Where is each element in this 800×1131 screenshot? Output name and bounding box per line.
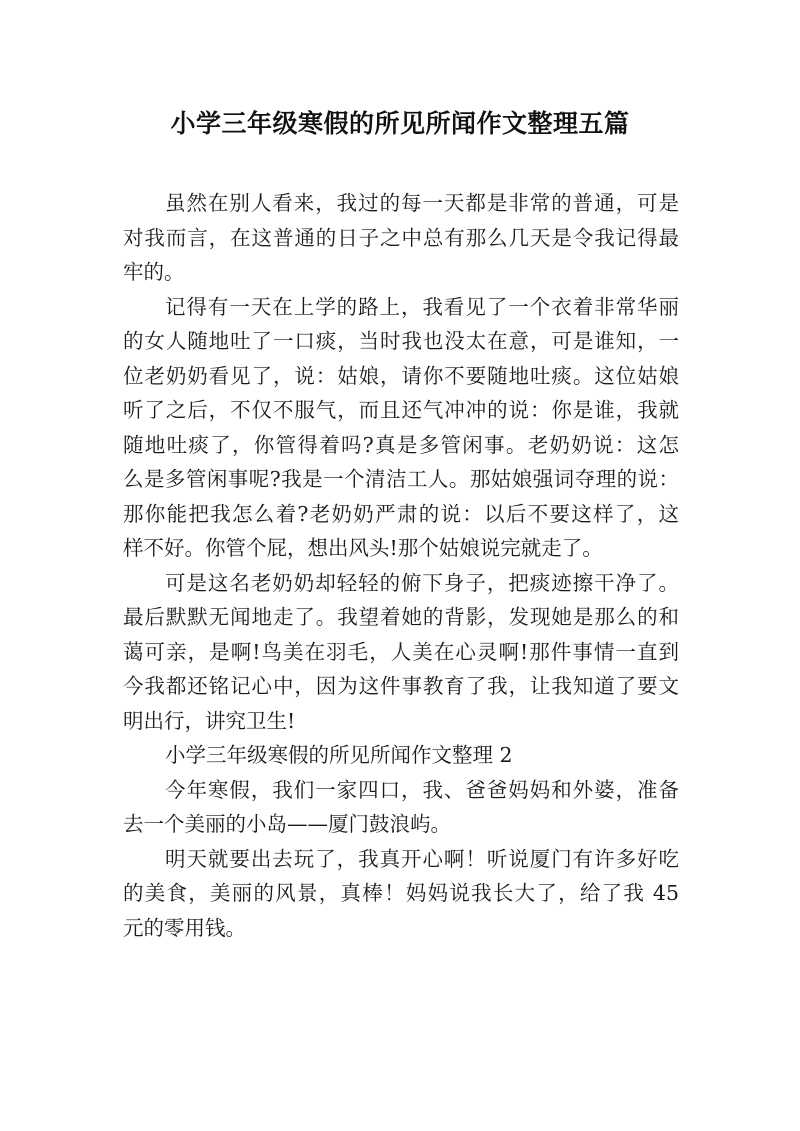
text-line: 蔼可亲，是啊!鸟美在羽毛，人美在心灵啊!那件事情一直到 — [123, 639, 679, 664]
text-line: 虽然在别人看来，我过的每一天都是非常的普通，可是 — [165, 191, 679, 215]
text-line: 元的零用钱。 — [123, 915, 246, 940]
text-line: 的美食，美丽的风景，真棒！妈妈说我长大了，给了我 45 — [123, 881, 679, 905]
paragraph — [123, 842, 679, 946]
text-line: 最后默默无闻地走了。我望着她的背影，发现她是那么的和 — [123, 605, 679, 629]
text-line: 牢的。 — [123, 260, 185, 284]
text-line: 明天就要出去玩了，我真开心啊！听说厦门有许多好吃 — [165, 846, 679, 871]
text-line: 小学三年级寒假的所见所闻作文整理 2 — [165, 743, 513, 767]
document-body — [123, 186, 679, 945]
text-line: 随地吐痰了，你管得着吗?真是多管闲事。老奶奶说：这怎 — [123, 432, 679, 457]
text-line: 的女人随地吐了一口痰，当时我也没太在意，可是谁知，一 — [123, 329, 679, 353]
text-line: 去一个美丽的小岛——厦门鼓浪屿。 — [123, 812, 451, 836]
text-line: 听了之后，不仅不服气，而且还气冲冲的说：你是谁，我就 — [123, 398, 679, 422]
text-line: 对我而言，在这普通的日子之中总有那么几天是令我记得最 — [123, 225, 679, 250]
paragraph — [123, 738, 679, 773]
paragraph — [123, 773, 679, 842]
text-line: 明出行，讲究卫生! — [123, 708, 296, 733]
paragraph — [123, 186, 679, 290]
text-line: 记得有一天在上学的路上，我看见了一个衣着非常华丽 — [165, 294, 679, 319]
text-line: 可是这名老奶奶却轻轻的俯下身子，把痰迹擦干净了。 — [165, 570, 679, 595]
text-line: 么是多管闲事呢?我是一个清洁工人。那姑娘强词夺理的说： — [123, 467, 679, 491]
text-line: 今年寒假，我们一家四口，我、爸爸妈妈和外婆，准备 — [165, 777, 679, 802]
text-line: 那你能把我怎么着?老奶奶严肃的说：以后不要这样了，这 — [123, 501, 679, 526]
document-title: 小学三年级寒假的所见所闻作文整理五篇 — [170, 109, 630, 138]
text-line: 位老奶奶看见了，说：姑娘，请你不要随地吐痰。这位姑娘 — [123, 363, 679, 388]
text-line: 今我都还铭记心中，因为这件事教育了我，让我知道了要文 — [123, 674, 679, 698]
text-line: 样不好。你管个屁，想出风头!那个姑娘说完就走了。 — [123, 536, 603, 560]
paragraph — [123, 290, 679, 566]
paragraph — [123, 566, 679, 739]
